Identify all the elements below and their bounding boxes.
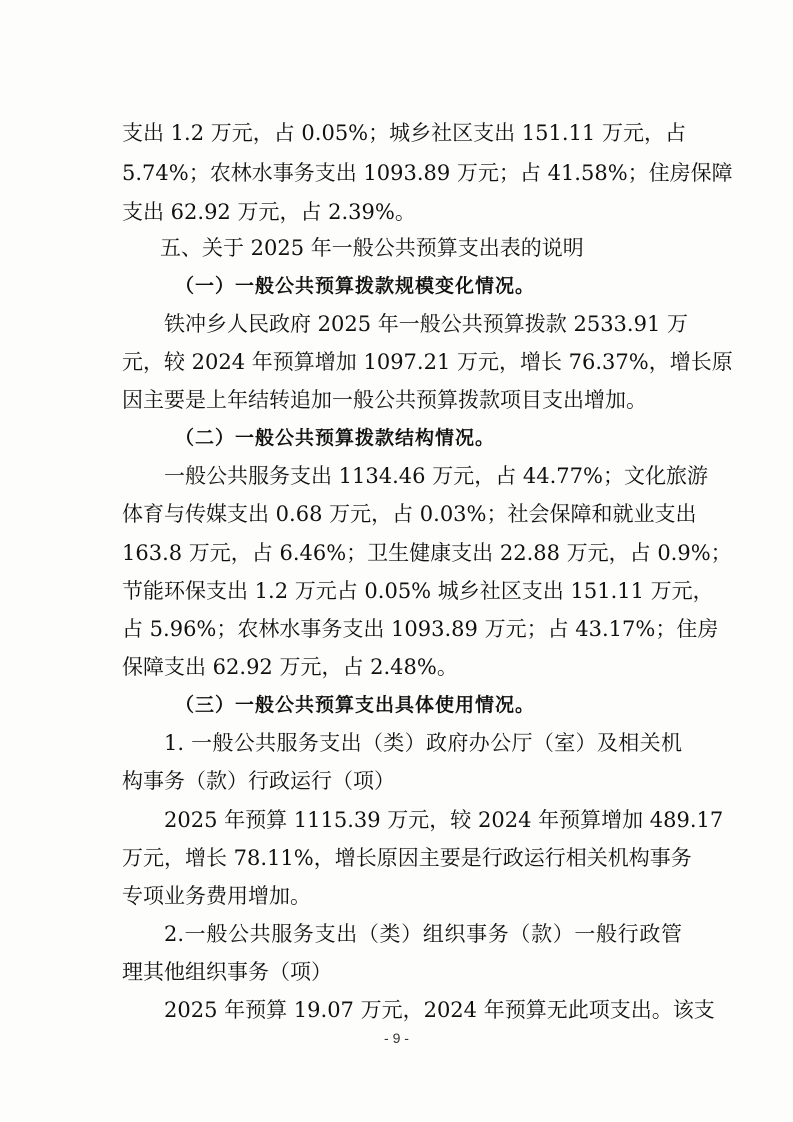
subsection-heading: （一）一般公共预算拨款规模变化情况。 <box>175 275 536 297</box>
paragraph-line: 支出 62.92 万元，占 2.39%。 <box>122 200 416 224</box>
paragraph-line: 1. 一般公共服务支出（类）政府办公厅（室）及相关机 <box>164 731 682 755</box>
page-number: - 9 - <box>384 1030 409 1046</box>
paragraph-line: 铁冲乡人民政府 2025 年一般公共预算拨款 2533.91 万 <box>164 312 688 336</box>
paragraph-line: 2025 年预算 1115.39 万元，较 2024 年预算增加 489.17 <box>164 808 724 832</box>
paragraph-line: 占 5.96%；农林水事务支出 1093.89 万元；占 43.17%；住房 <box>122 617 719 641</box>
paragraph-line: 元，较 2024 年预算增加 1097.21 万元，增长 76.37%，增长原 <box>122 350 733 374</box>
paragraph-line: 专项业务费用增加。 <box>122 884 311 908</box>
paragraph-line: 2025 年预算 19.07 万元，2024 年预算无此项支出。该支 <box>164 998 715 1022</box>
paragraph-line: 2.一般公共服务支出（类）组织事务（款）一般行政管 <box>164 922 682 946</box>
paragraph-line: 163.8 万元，占 6.46%；卫生健康支出 22.88 万元，占 0.9%； <box>122 541 732 565</box>
paragraph-line: 节能环保支出 1.2 万元占 0.05% 城乡社区支出 151.11 万元， <box>122 579 714 603</box>
paragraph-line: 构事务（款）行政运行（项） <box>122 769 395 793</box>
paragraph-line: 万元，增长 78.11%，增长原因主要是行政运行相关机构事务 <box>122 846 692 870</box>
paragraph-line: 保障支出 62.92 万元，占 2.48%。 <box>122 655 458 679</box>
paragraph-line: 一般公共服务支出 1134.46 万元，占 44.77%；文化旅游 <box>164 464 708 488</box>
paragraph-line: 5.74%；农林水事务支出 1093.89 万元；占 41.58%；住房保障 <box>122 161 733 185</box>
section-heading: 五、关于 2025 年一般公共预算支出表的说明 <box>160 236 584 260</box>
paragraph-line: 支出 1.2 万元，占 0.05%；城乡社区支出 151.11 万元，占 <box>122 121 686 145</box>
paragraph-line: 因主要是上年结转追加一般公共预算拨款项目支出增加。 <box>122 388 647 412</box>
paragraph-line: 理其他组织事务（项） <box>122 960 332 984</box>
paragraph-line: 体育与传媒支出 0.68 万元，占 0.03%；社会保障和就业支出 <box>122 502 697 526</box>
subsection-heading: （二）一般公共预算拨款结构情况。 <box>175 427 496 449</box>
subsection-heading: （三）一般公共预算支出具体使用情况。 <box>175 694 536 716</box>
